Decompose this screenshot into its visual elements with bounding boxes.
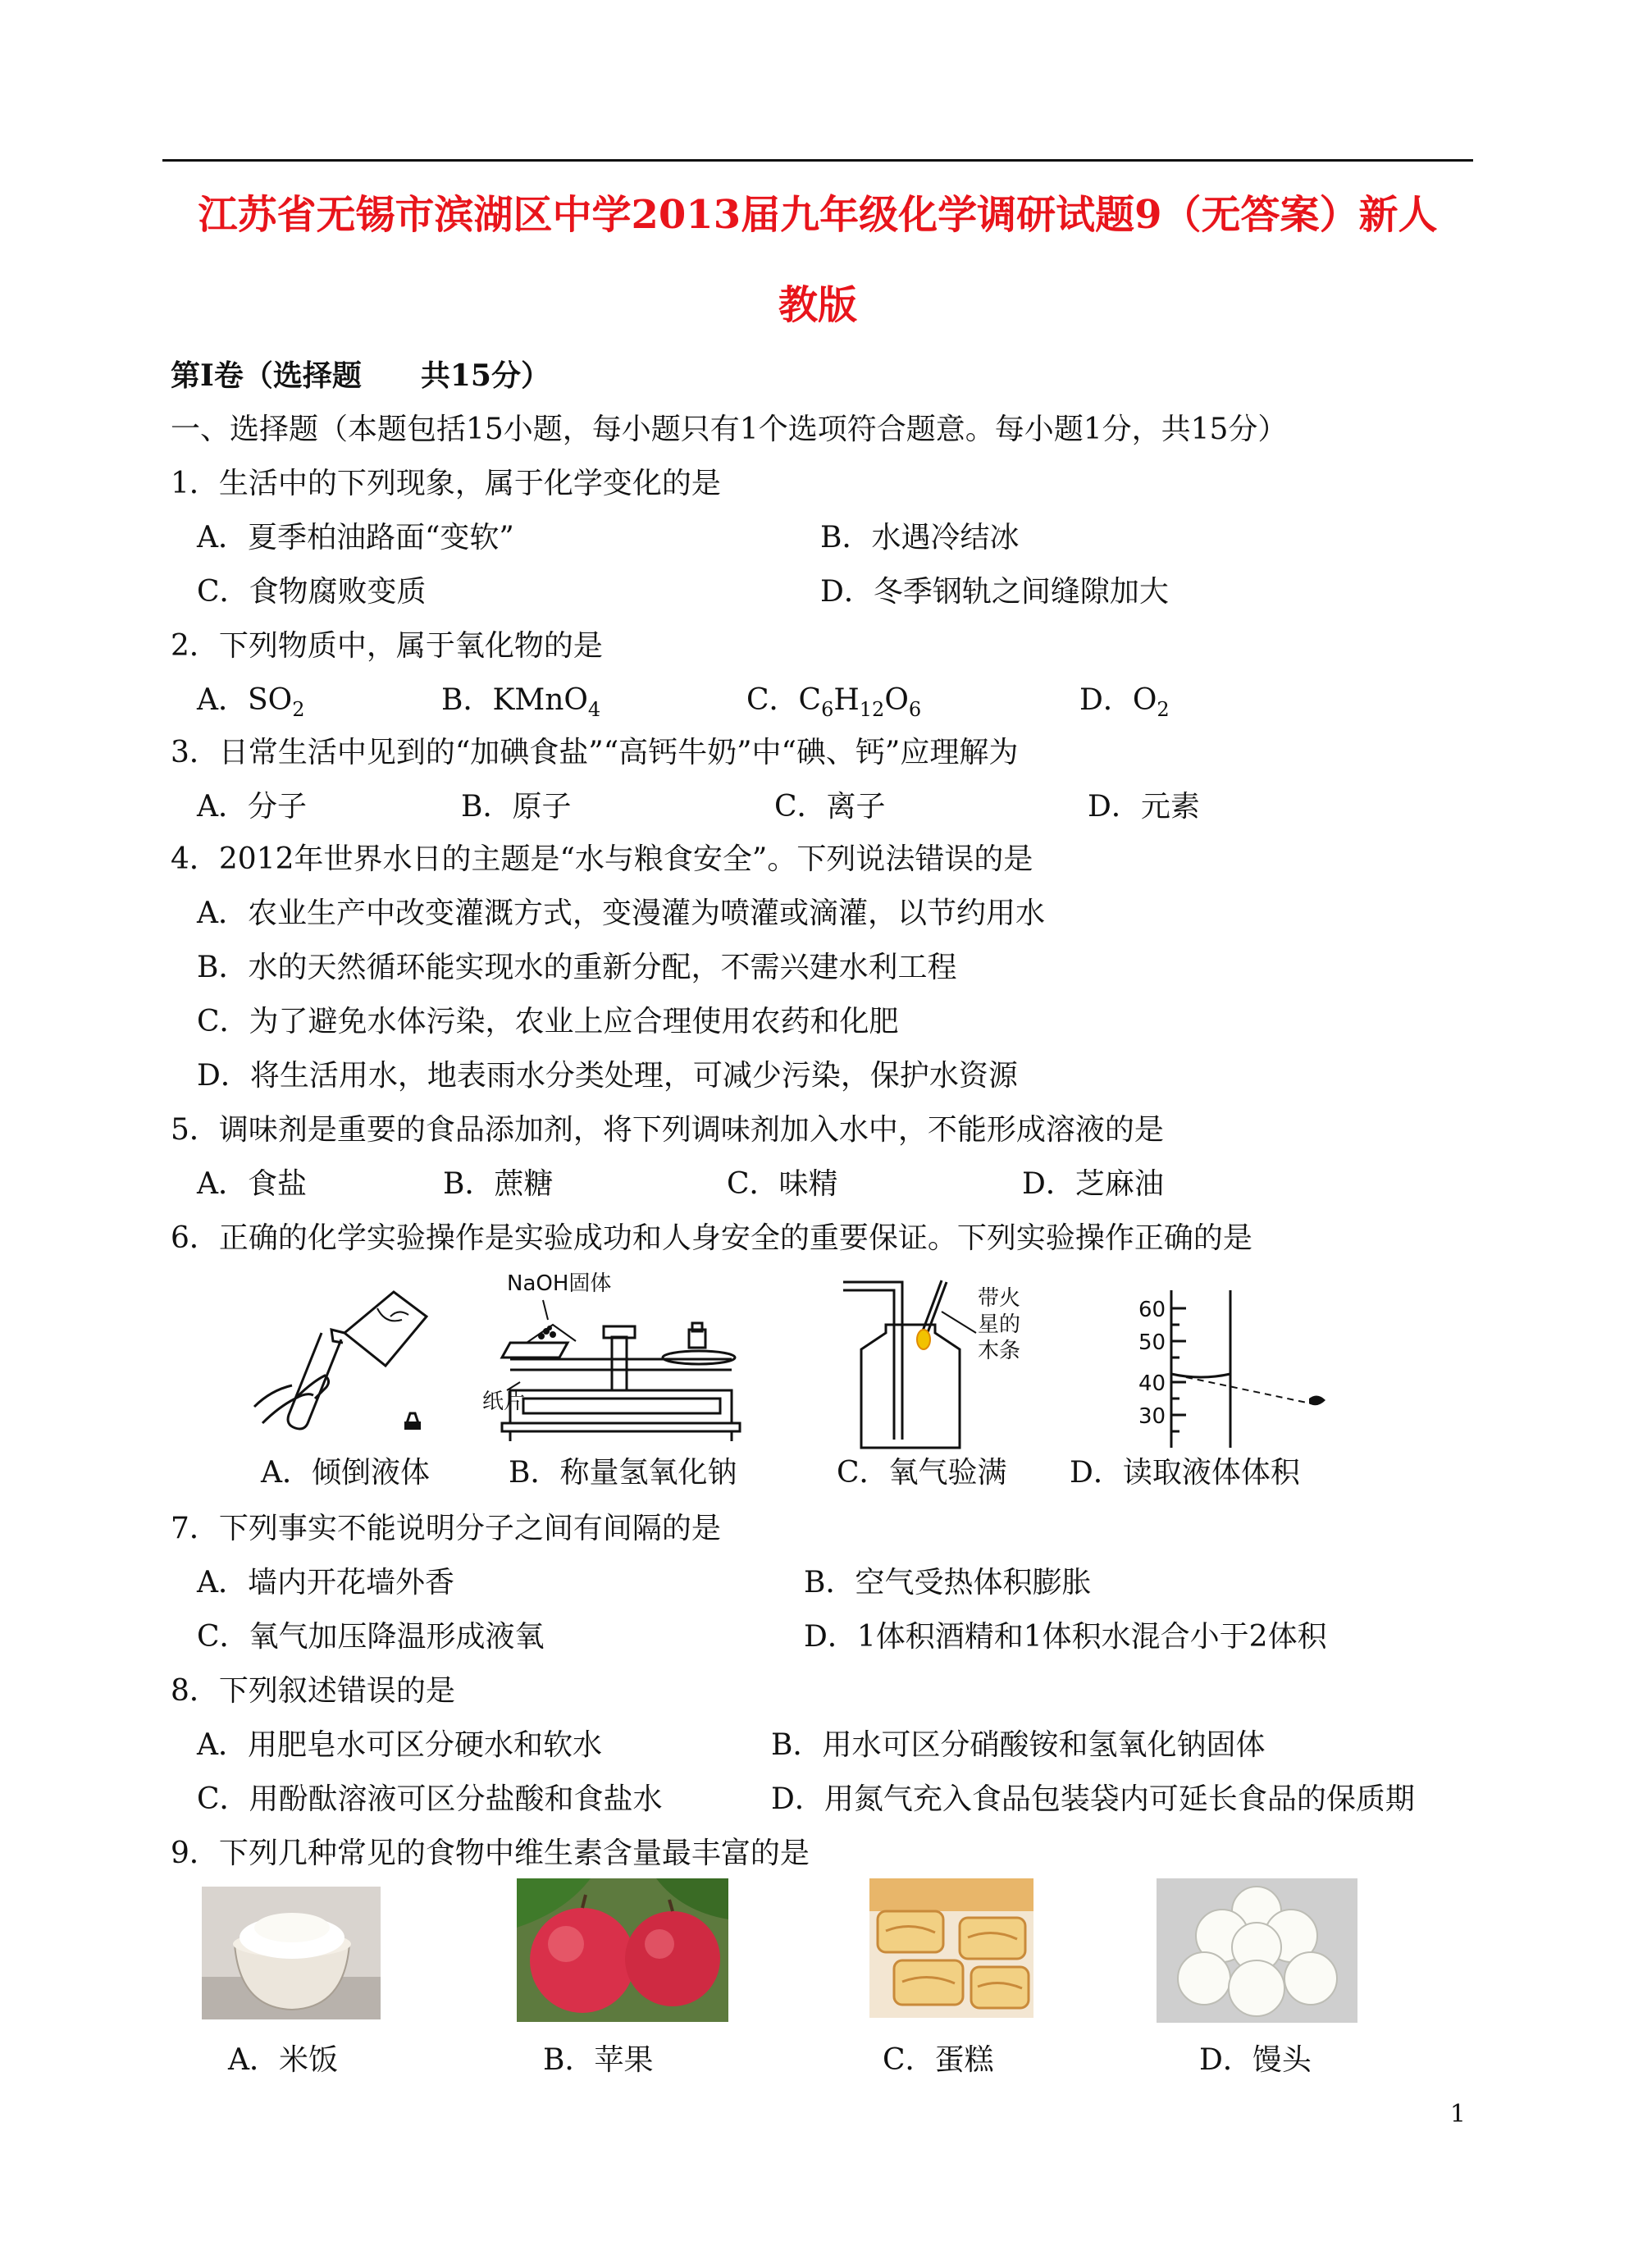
photo-cake xyxy=(869,1878,1033,2018)
header-rule xyxy=(162,159,1473,162)
page-number: 1 xyxy=(1449,2100,1466,2129)
photo-apple xyxy=(517,1878,728,2022)
label-glowing-3: 木条 xyxy=(978,1339,1021,1363)
section-heading: 第Ⅰ卷（选择题 共15分） xyxy=(171,358,550,393)
q6-option-b: B．称量氢氧化钠 xyxy=(509,1456,737,1490)
label-naoh-solid: NaOH固体 xyxy=(507,1271,612,1296)
q1-option-b: B．水遇冷结冰 xyxy=(820,521,1020,554)
figure-oxygen-check xyxy=(837,1275,1066,1452)
q4-option-b: B．水的天然循环能实现水的重新分配，不需兴建水利工程 xyxy=(197,951,957,984)
q3-stem: 3．日常生活中见到的“加碘食盐”“高钙牛奶”中“碘、钙”应理解为 xyxy=(171,736,1019,769)
q6-stem: 6．正确的化学实验操作是实验成功和人身安全的重要保证。下列实验操作正确的是 xyxy=(171,1221,1252,1255)
tick-30: 30 xyxy=(1138,1404,1166,1429)
q9-option-c: C．蛋糕 xyxy=(883,2043,994,2077)
q5-option-c: C．味精 xyxy=(727,1167,838,1201)
q8-stem: 8．下列叙述错误的是 xyxy=(171,1674,455,1708)
label-paper: 纸片 xyxy=(482,1390,526,1414)
figure-pouring-liquid xyxy=(246,1284,435,1448)
q6-option-a: A．倾倒液体 xyxy=(261,1456,430,1490)
q5-option-a: A．食盐 xyxy=(197,1167,307,1201)
label-glowing-1: 带火 xyxy=(978,1286,1021,1311)
q7-option-b: B．空气受热体积膨胀 xyxy=(804,1566,1092,1599)
q1-option-a: A．夏季柏油路面“变软” xyxy=(197,521,514,554)
q9-option-b: B．苹果 xyxy=(543,2043,654,2077)
q1-option-c: C．食物腐败变质 xyxy=(197,575,427,609)
q9-option-a: A．米饭 xyxy=(228,2043,338,2077)
q4-option-a: A．农业生产中改变灌溉方式，变漫灌为喷灌或滴灌，以节约用水 xyxy=(197,897,1045,930)
photo-steamed-buns xyxy=(1157,1878,1357,2023)
q3-option-b: B．原子 xyxy=(461,790,572,824)
q4-option-d: D．将生活用水，地表雨水分类处理，可减少污染，保护水资源 xyxy=(197,1059,1018,1093)
q3-option-a: A．分子 xyxy=(197,790,307,824)
q2-option-c: C．$C_6H_{12}O_6$ xyxy=(746,683,922,721)
q7-stem: 7．下列事实不能说明分子之间有间隔的是 xyxy=(171,1512,721,1545)
q1-option-d: D．冬季钢轨之间缝隙加大 xyxy=(820,575,1169,609)
q4-stem: 4．2012年世界水日的主题是“水与粮食安全”。下列说法错误的是 xyxy=(171,842,1033,876)
q2-option-a: A．$SO_2$ xyxy=(197,683,305,721)
q7-option-a: A．墙内开花墙外香 xyxy=(197,1566,454,1599)
q8-option-a: A．用肥皂水可区分硬水和软水 xyxy=(197,1728,602,1762)
q3-option-c: C．离子 xyxy=(774,790,886,824)
tick-60: 60 xyxy=(1138,1298,1166,1322)
q5-option-b: B．蔗糖 xyxy=(443,1167,554,1201)
page-title: 江苏省无锡市滨湖区中学2013届九年级化学调研试题9（无答案）新人 xyxy=(198,192,1438,238)
q7-option-d: D．1体积酒精和1体积水混合小于2体积 xyxy=(804,1620,1327,1654)
instruction: 一、选择题（本题包括15小题，每小题只有1个选项符合题意。每小题1分，共15分） xyxy=(171,413,1288,446)
q7-option-c: C．氧气加压降温形成液氧 xyxy=(197,1620,545,1654)
q8-option-c: C．用酚酞溶液可区分盐酸和食盐水 xyxy=(197,1782,663,1816)
photo-rice xyxy=(202,1887,381,2019)
q9-stem: 9．下列几种常见的食物中维生素含量最丰富的是 xyxy=(171,1837,810,1870)
label-glowing-2: 星的 xyxy=(978,1312,1021,1337)
q5-option-d: D．芝麻油 xyxy=(1022,1167,1164,1201)
figure-balance xyxy=(477,1267,756,1452)
figure-cylinder-reading xyxy=(1132,1284,1337,1452)
q2-option-d: D．$O_2$ xyxy=(1079,683,1170,721)
tick-50: 50 xyxy=(1138,1330,1166,1355)
page-title-cont: 教版 xyxy=(778,282,857,328)
q6-option-d: D．读取液体体积 xyxy=(1070,1456,1300,1490)
q2-option-b: B．KMnO$_4$ xyxy=(441,683,601,721)
q9-option-d: D．馒头 xyxy=(1199,2043,1312,2077)
q8-option-d: D．用氮气充入食品包装袋内可延长食品的保质期 xyxy=(771,1782,1415,1816)
q1-stem: 1．生活中的下列现象，属于化学变化的是 xyxy=(171,467,721,500)
tick-40: 40 xyxy=(1138,1371,1166,1396)
q4-option-c: C．为了避免水体污染，农业上应合理使用农药和化肥 xyxy=(197,1005,899,1038)
q3-option-d: D．元素 xyxy=(1088,790,1200,824)
q5-stem: 5．调味剂是重要的食品添加剂，将下列调味剂加入水中，不能形成溶液的是 xyxy=(171,1113,1164,1147)
q6-option-c: C．氧气验满 xyxy=(837,1456,1007,1490)
q8-option-b: B．用水可区分硝酸铵和氢氧化钠固体 xyxy=(771,1728,1266,1762)
q2-stem: 2．下列物质中，属于氧化物的是 xyxy=(171,629,603,663)
